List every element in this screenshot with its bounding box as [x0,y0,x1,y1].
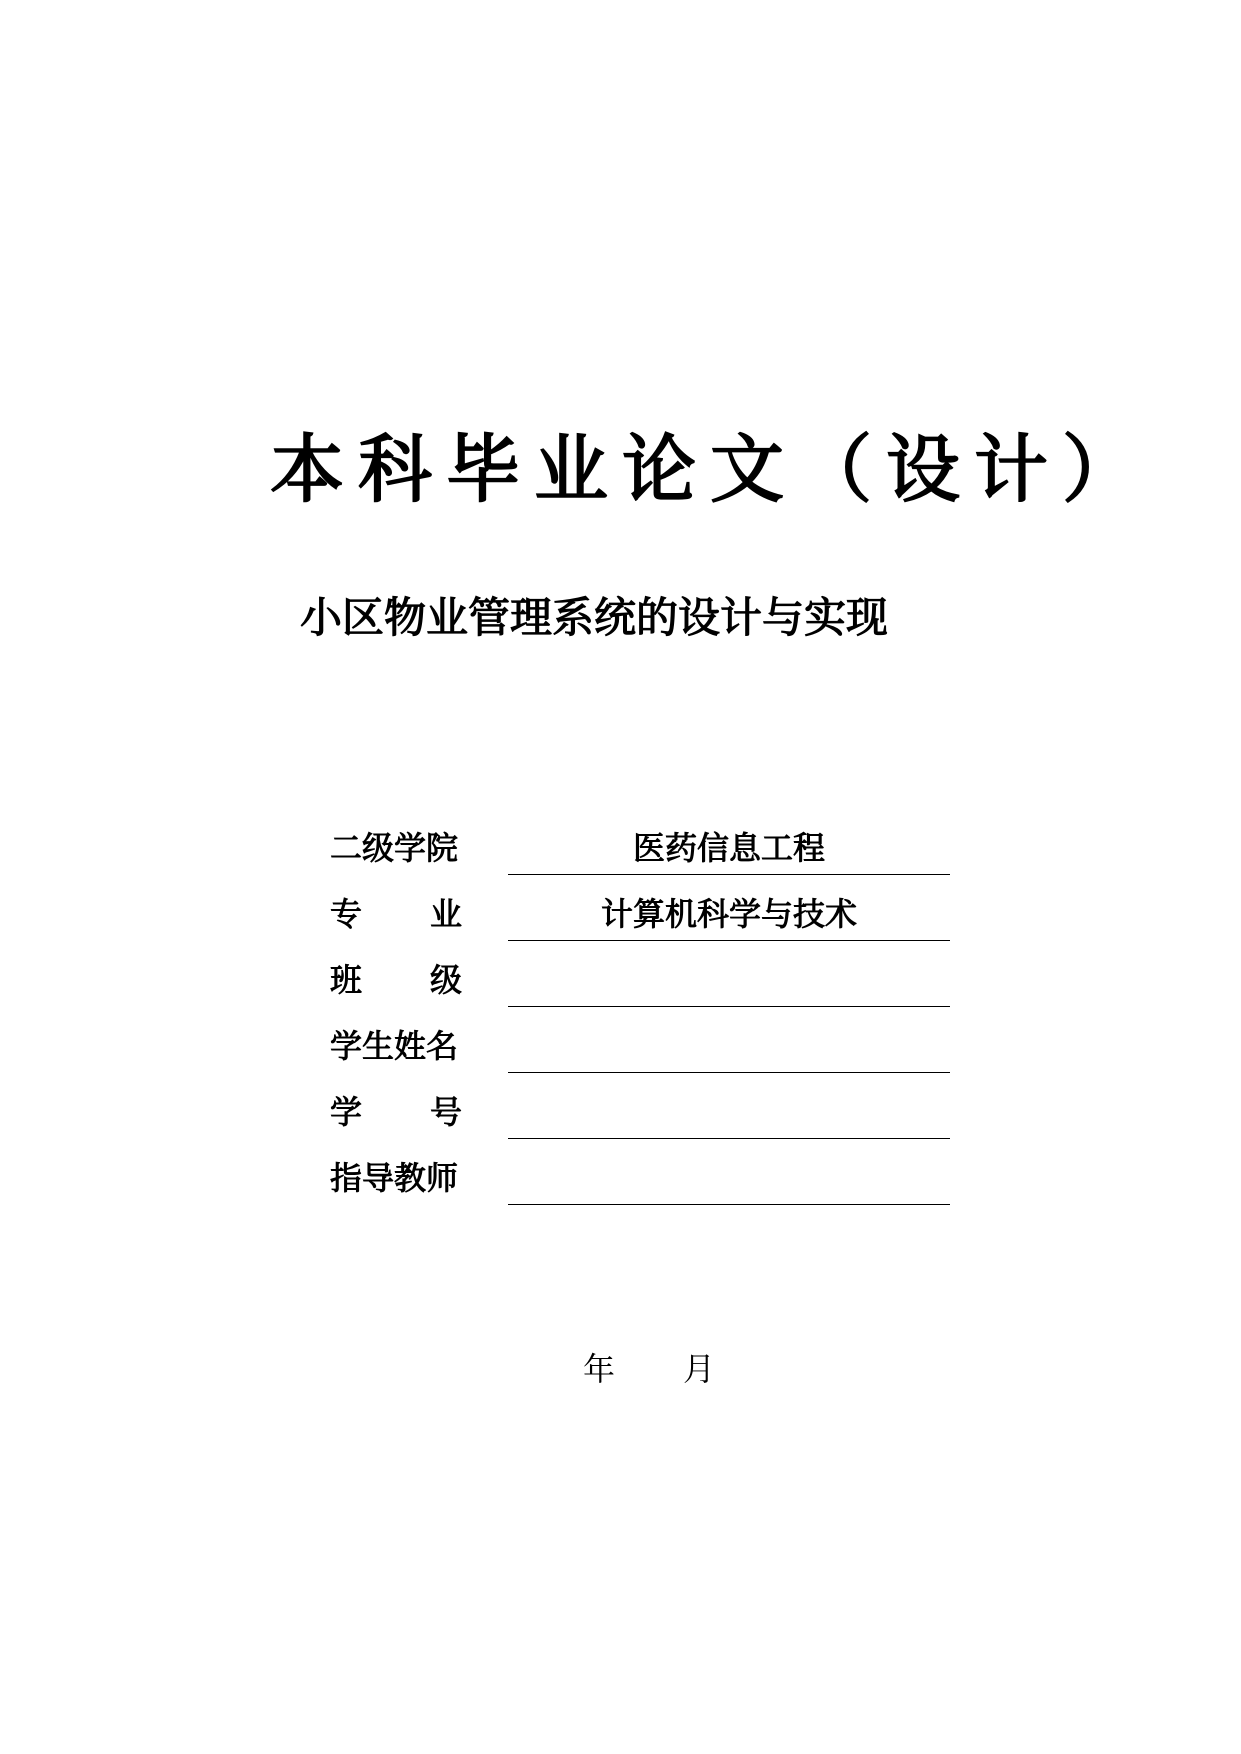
student-id-underline [508,1138,950,1139]
info-row-major [330,888,950,938]
date-line [583,1349,715,1389]
student-id-value [508,1092,950,1132]
class-value [508,960,950,1000]
info-row-student-name [330,1020,950,1070]
college-underline [508,874,950,875]
college-value: 医药信息工程 [632,829,825,867]
thesis-title: 小区物业管理系统的设计与实现 [300,593,889,642]
student-name-value [508,1026,950,1066]
advisor-label: 指导教师 [330,1159,459,1197]
year-label: 年 [583,1350,616,1388]
info-row-college [330,822,950,872]
student-name-label: 学生姓名 [330,1027,459,1065]
info-row-class [330,954,950,1004]
college-label: 二级学院 [330,829,459,867]
student-name-underline [508,1072,950,1073]
class-label: 班 级 [330,961,462,999]
major-label: 专 业 [330,895,462,933]
class-underline [508,1006,950,1007]
main-title: 本科毕业论文（设计） [270,427,1150,513]
major-underline [508,940,950,941]
major-value: 计算机科学与技术 [600,895,857,933]
info-row-student-id [330,1086,950,1136]
student-id-label: 学 号 [330,1093,462,1131]
month-label: 月 [683,1350,716,1388]
advisor-value [508,1158,950,1198]
info-row-advisor [330,1152,950,1202]
advisor-underline [508,1204,950,1205]
